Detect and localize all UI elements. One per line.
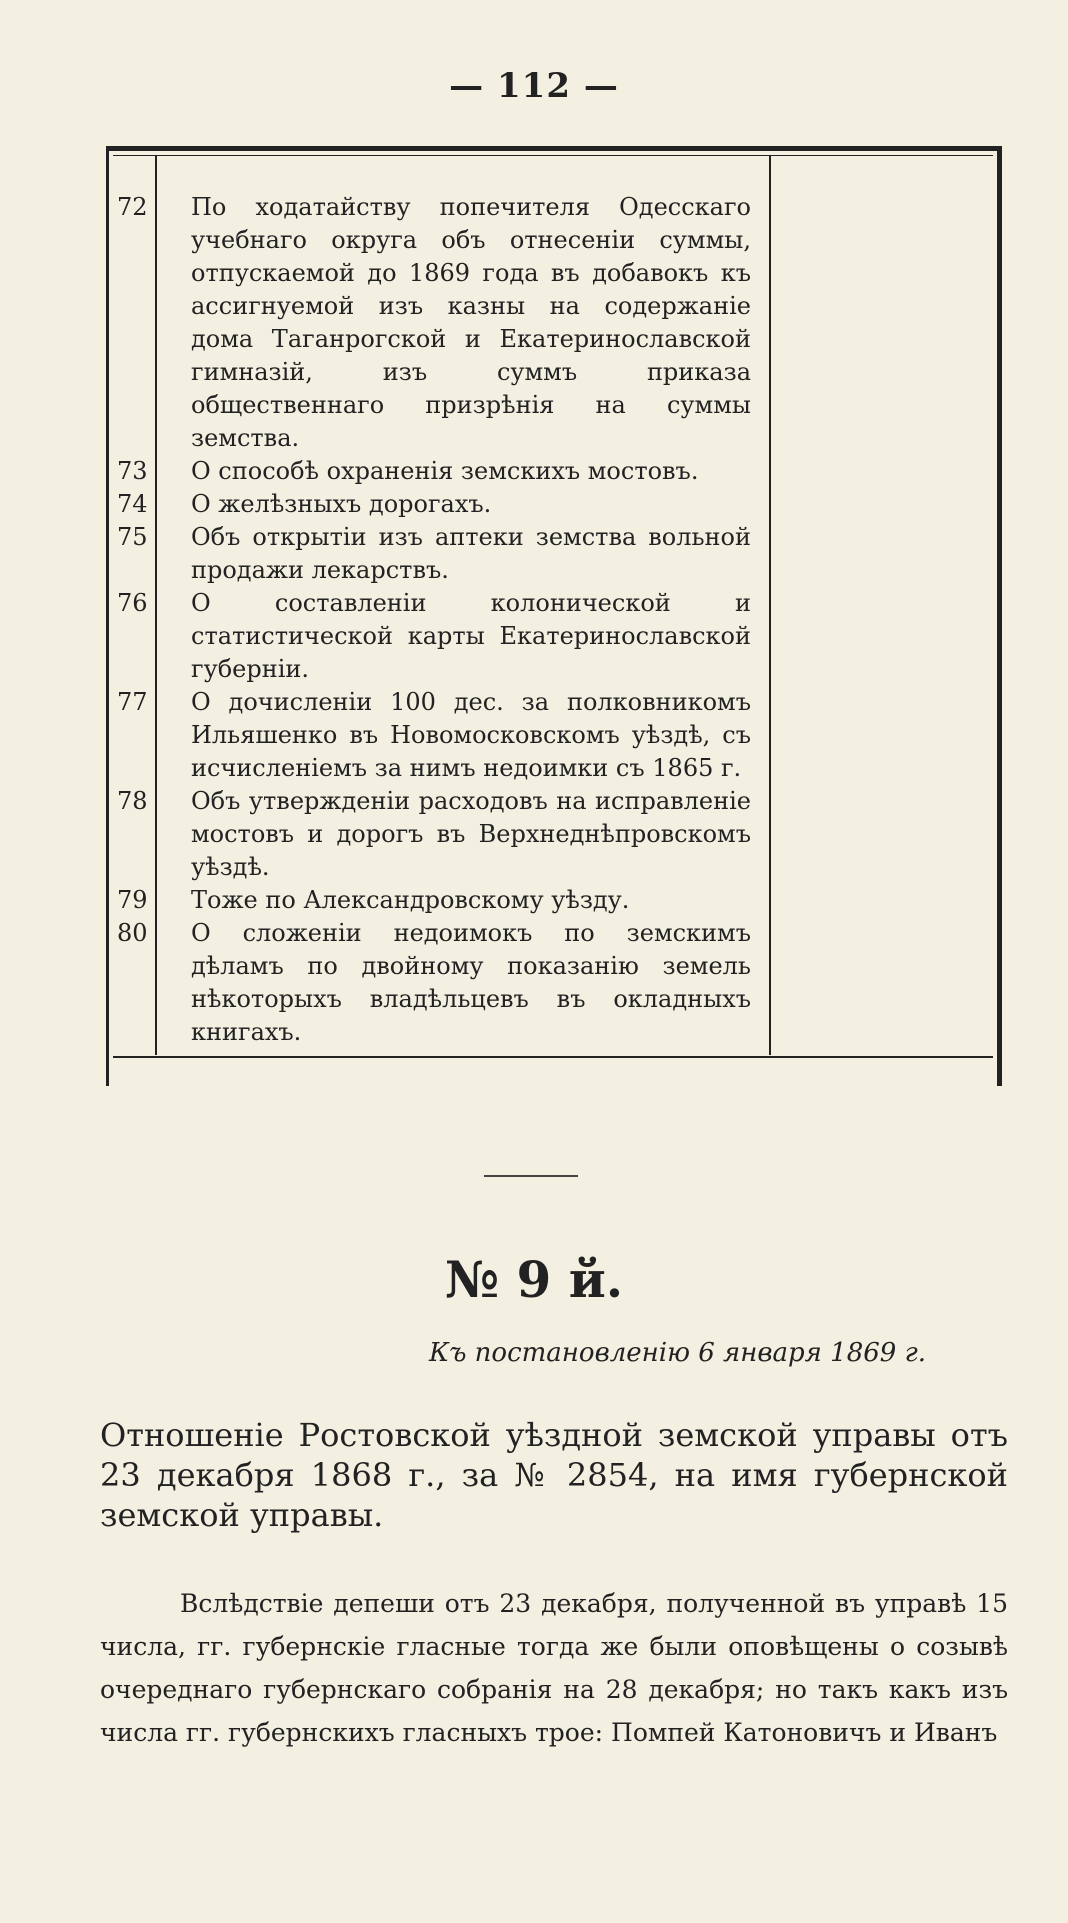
section-divider	[484, 1175, 578, 1177]
table-row	[117, 686, 767, 785]
row-text: Объ открытіи изъ аптеки земства вольной продажи лекарствъ.	[191, 523, 751, 584]
row-number: 74	[117, 490, 148, 518]
table-row	[117, 521, 767, 587]
page-number: — 112 —	[449, 66, 619, 106]
table-rows	[117, 191, 767, 1049]
body-paragraph: Вслѣдствіе депеши отъ 23 декабря, полученной въ управѣ 15 числа, гг. губернскіе гласные тогда же были оповѣщены о созывѣ очереднаго губернскаго собранія на 28 декабря; но такъ какъ изъ числа гг. губернскихъ гласныхъ трое: Помпей Катоновичъ и Иванъ	[100, 1589, 1008, 1747]
row-text: О сложеніи недоимокъ по земскимъ дѣламъ по двойному показанію земель нѣкоторыхъ владѣльцевъ въ окладныхъ книгахъ.	[191, 919, 751, 1046]
table-row	[117, 587, 767, 686]
row-number: 79	[117, 886, 148, 914]
row-text: По ходатайству попечителя Одесскаго учебнаго округа объ отнесеніи суммы, отпускаемой до 1869 года въ добавокъ къ ассигнуемой изъ казны на содержаніе дома Таганрогской и Екатеринославской гимназій, изъ суммъ приказа общественнаго призрѣнія на суммы земства.	[191, 193, 751, 452]
table-row	[117, 785, 767, 884]
row-text: О составленіи колонической и статистической карты Екатеринославской губерніи.	[191, 589, 751, 683]
row-text: Объ утвержденіи расходовъ на исправленіе мостовъ и дорогъ въ Верхнеднѣпровскомъ уѣздѣ.	[191, 787, 751, 881]
table-row	[117, 917, 767, 1049]
row-text: О дочисленіи 100 дес. за полковникомъ Ильяшенко въ Новомосковскомъ уѣздѣ, съ исчисленіемъ за нимъ недоимки съ 1865 г.	[191, 688, 751, 782]
table-row	[117, 191, 767, 455]
row-number: 75	[117, 523, 148, 551]
column-divider-right	[769, 155, 771, 1055]
row-number: 76	[117, 589, 148, 617]
row-text: О желѣзныхъ дорогахъ.	[191, 490, 492, 518]
agenda-table	[106, 146, 1002, 1086]
document-heading: Отношеніе Ростовской уѣздной земской управы отъ 23 декабря 1868 г., за № 2854, на имя губернской земской управы.	[100, 1416, 1008, 1534]
row-number: 73	[117, 457, 148, 485]
document-reference: Къ постановленію 6 января 1869 г.	[428, 1338, 926, 1368]
row-number: 78	[117, 787, 148, 815]
table-row	[117, 455, 767, 488]
table-row	[117, 488, 767, 521]
row-number: 72	[117, 193, 148, 221]
table-row	[117, 884, 767, 917]
row-number: 77	[117, 688, 148, 716]
document-number: № 9 й.	[444, 1250, 624, 1309]
document-body	[100, 1582, 1008, 1754]
row-text: О способѣ охраненія земскихъ мостовъ.	[191, 457, 699, 485]
row-text: Тоже по Александровскому уѣзду.	[191, 886, 630, 914]
row-number: 80	[117, 919, 148, 947]
